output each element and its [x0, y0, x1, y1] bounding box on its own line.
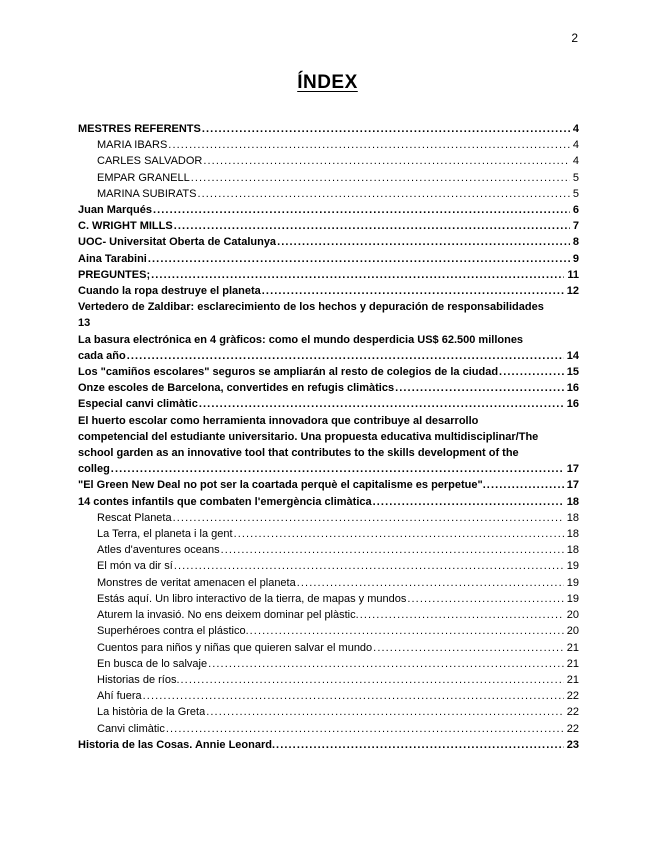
- toc-page-number: 8: [572, 236, 579, 249]
- toc-page-number: 11: [567, 268, 579, 281]
- toc-entry[interactable]: [78, 607, 579, 623]
- dot-leader: [221, 542, 564, 558]
- toc-entry[interactable]: [78, 526, 579, 542]
- toc-entry-last-line: [97, 186, 579, 202]
- toc-page-number: 7: [572, 220, 579, 233]
- toc-entry-last-line: [97, 575, 579, 591]
- toc-entry-text-line: competencial del estudiante universitario. Una propuesta educativa multidisciplinar/The: [78, 430, 539, 443]
- toc-entry-text: Aturem la invasió. No ens deixem dominar pel plàstic.: [97, 609, 359, 622]
- toc-entry-last-line: [97, 672, 579, 688]
- toc-entry[interactable]: [78, 218, 579, 234]
- toc-page-number: 12: [566, 285, 579, 298]
- toc-entry-last-line: [78, 283, 579, 299]
- dot-leader: [191, 170, 570, 186]
- toc-entry[interactable]: [78, 591, 579, 607]
- toc-page-number: 22: [566, 706, 579, 719]
- toc-entry-text: MARIA IBARS: [97, 139, 168, 152]
- toc-entry-last-line: [78, 218, 579, 234]
- toc-entry-text: colleg: [78, 463, 110, 476]
- toc-entry-last-line: [78, 737, 579, 753]
- toc-entry-text: CARLES SALVADOR: [97, 155, 203, 168]
- toc-entry-text: C. WRIGHT MILLS: [78, 220, 173, 233]
- toc-entry-text: EMPAR GRANELL: [97, 171, 190, 184]
- toc-page-number: 14: [566, 349, 579, 362]
- toc-list: [78, 121, 579, 753]
- toc-entry-text: Cuentos para niños y niñas que quieren salvar el mundo: [97, 641, 373, 654]
- dot-leader: [499, 364, 564, 380]
- toc-entry[interactable]: [78, 737, 579, 753]
- toc-entry[interactable]: [78, 704, 579, 720]
- toc-entry[interactable]: [78, 121, 579, 137]
- toc-entry-text: Atles d'aventures oceans: [97, 544, 220, 557]
- toc-entry-text-line: La basura electrónica en 4 gràficos: como el mundo desperdicia US$ 62.500 millones: [78, 333, 524, 346]
- dot-leader: [276, 737, 564, 753]
- toc-entry-last-line: [97, 542, 579, 558]
- toc-page-number: 21: [566, 673, 579, 686]
- toc-entry-last-line: [97, 688, 579, 704]
- toc-entry-last-line: [78, 461, 579, 477]
- toc-entry-text: Juan Marqués: [78, 204, 152, 217]
- dot-leader: [395, 380, 564, 396]
- toc-entry-text: cada año: [78, 349, 126, 362]
- toc-page-number: 4: [572, 155, 579, 168]
- toc-page-number: 6: [572, 204, 579, 217]
- toc-entry-last-line: [78, 202, 579, 218]
- dot-leader: [181, 672, 564, 688]
- toc-entry[interactable]: [78, 510, 579, 526]
- toc-page-number: 19: [566, 592, 579, 605]
- toc-entry-text: Onze escoles de Barcelona, convertides en refugis climàtics: [78, 382, 395, 395]
- toc-entry[interactable]: [78, 672, 579, 688]
- toc-entry[interactable]: [78, 413, 579, 478]
- toc-entry[interactable]: [78, 267, 579, 283]
- toc-page-number: 18: [566, 511, 579, 524]
- toc-entry[interactable]: [78, 558, 579, 574]
- toc-entry-last-line: [78, 234, 579, 250]
- toc-entry[interactable]: [78, 137, 579, 153]
- toc-entry-text: Monstres de veritat amenacen el planeta: [97, 576, 296, 589]
- toc-page-number: 19: [566, 576, 579, 589]
- toc-page-number: 20: [566, 625, 579, 638]
- toc-page-number: 16: [566, 382, 579, 395]
- toc-entry-last-line: [78, 477, 579, 493]
- toc-page-number: 19: [566, 560, 579, 573]
- dot-leader: [174, 218, 570, 234]
- toc-entry-last-line: [97, 591, 579, 607]
- dot-leader: [203, 153, 570, 169]
- toc-entry[interactable]: [78, 721, 579, 737]
- toc-entry-last-line: [97, 721, 579, 737]
- toc-entry-last-line: [78, 364, 579, 380]
- toc-entry[interactable]: [78, 153, 579, 169]
- toc-page-number: 4: [572, 123, 579, 135]
- toc-entry-text: Ahí fuera: [97, 690, 142, 703]
- toc-page-number: 5: [572, 187, 579, 200]
- dot-leader: [174, 558, 564, 574]
- dot-leader: [297, 575, 564, 591]
- dot-leader: [166, 721, 564, 737]
- toc-entry-last-line: [78, 267, 579, 283]
- toc-page-number: 22: [566, 722, 579, 735]
- toc-entry-last-line: [78, 251, 579, 267]
- dot-leader: [168, 137, 570, 153]
- toc-entry-last-line: [97, 137, 579, 153]
- page-title: ÍNDEX: [297, 72, 358, 93]
- toc-entry-text: MESTRES REFERENTS: [78, 123, 201, 135]
- toc-entry[interactable]: [78, 494, 579, 510]
- toc-entry-last-line: [78, 396, 579, 412]
- toc-page-number: 16: [566, 398, 579, 411]
- toc-entry-text: Aina Tarabini: [78, 252, 147, 265]
- toc-entry-last-line: [78, 348, 579, 364]
- dot-leader: [208, 656, 564, 672]
- toc-entry[interactable]: [78, 251, 579, 267]
- toc-entry-last-line: [97, 704, 579, 720]
- dot-leader: [153, 202, 570, 218]
- dot-leader: [262, 283, 564, 299]
- toc-entry-last-line: [97, 607, 579, 623]
- toc-entry[interactable]: [78, 186, 579, 202]
- toc-entry[interactable]: [78, 332, 579, 364]
- toc-page-number: 21: [566, 641, 579, 654]
- toc-entry-text: La Terra, el planeta i la gent: [97, 528, 233, 541]
- toc-entry-text: Cuando la ropa destruye el planeta: [78, 285, 261, 298]
- toc-entry-last-line: [97, 526, 579, 542]
- dot-leader: [487, 477, 564, 493]
- toc-entry-last-line: [97, 153, 579, 169]
- toc-entry[interactable]: [78, 656, 579, 672]
- toc-entry-text: En busca de lo salvaje: [97, 657, 208, 670]
- toc-page-number: 17: [566, 463, 579, 476]
- toc-entry-text: MARINA SUBIRATS: [97, 187, 197, 200]
- toc-entry-text-line: El huerto escolar como herramienta innovadora que contribuye al desarrollo: [78, 414, 479, 427]
- page-number: 2: [571, 31, 578, 45]
- toc-page-number: 22: [566, 690, 579, 703]
- toc-entry-text: Los "camiños escolares" seguros se ampliarán al resto de colegios de la ciudad: [78, 366, 499, 379]
- toc-entry-text: UOC- Universitat Oberta de Catalunya: [78, 236, 277, 249]
- toc-entry-text: 14 contes infantils que combaten l'emergència climàtica: [78, 495, 372, 508]
- dot-leader: [148, 251, 570, 267]
- toc-entry-last-line: [97, 558, 579, 574]
- dot-leader: [373, 640, 564, 656]
- toc-entry-text: La història de la Greta: [97, 706, 206, 719]
- toc-entry-text: Historia de las Cosas. Annie Leonard.: [78, 738, 276, 751]
- toc-entry[interactable]: [78, 477, 579, 493]
- toc-page-number: 15: [566, 366, 579, 379]
- toc-entry[interactable]: [78, 396, 579, 412]
- dot-leader: [277, 234, 570, 250]
- toc-entry[interactable]: [78, 688, 579, 704]
- toc-entry-last-line: [97, 623, 579, 639]
- toc-entry[interactable]: [78, 364, 579, 380]
- dot-leader: [234, 526, 564, 542]
- dot-leader: [373, 494, 564, 510]
- dot-leader: [173, 510, 564, 526]
- toc-entry-text: Rescat Planeta: [97, 511, 172, 524]
- toc-entry[interactable]: [78, 170, 579, 186]
- toc-page-number: 5: [572, 171, 579, 184]
- toc-entry-last-line: [97, 170, 579, 186]
- toc-page-number: 20: [566, 609, 579, 622]
- toc-entry-text-line: school garden as an innovative tool that contributes to the skills development of the: [78, 447, 519, 460]
- dot-leader: [199, 396, 564, 412]
- dot-leader: [202, 121, 570, 137]
- toc-entry-text: Especial canvi climàtic: [78, 398, 198, 411]
- toc-page-number: 13: [78, 317, 91, 330]
- toc-entry[interactable]: [78, 623, 579, 639]
- toc-entry-text-line: Vertedero de Zaldibar: esclarecimiento de los hechos y depuración de responsabilidades: [78, 301, 544, 314]
- toc-page-number: 18: [566, 528, 579, 541]
- dot-leader: [407, 591, 563, 607]
- toc-page-number: 9: [572, 252, 579, 265]
- toc-entry-last-line: [97, 640, 579, 656]
- toc-entry[interactable]: [78, 575, 579, 591]
- toc-entry-last-line: [78, 121, 579, 137]
- toc-entry-text: Superhéroes contra el plástico.: [97, 625, 249, 638]
- toc-entry[interactable]: [78, 202, 579, 218]
- toc-entry[interactable]: [78, 283, 579, 299]
- toc-entry-text: El món va dir sí: [97, 560, 173, 573]
- toc-entry-last-line: [78, 380, 579, 396]
- dot-leader: [197, 186, 569, 202]
- toc-entry-last-line: [78, 494, 579, 510]
- dot-leader: [111, 461, 564, 477]
- dot-leader: [360, 607, 564, 623]
- toc-entry-last-line: [97, 510, 579, 526]
- toc-entry-text: Estás aquí. Un libro interactivo de la tierra, de mapas y mundos: [97, 592, 407, 605]
- toc-entry-text: Historias de ríos.: [97, 673, 180, 686]
- toc-entry-text: Canvi climàtic: [97, 722, 165, 735]
- toc-entry[interactable]: [78, 380, 579, 396]
- toc-entry[interactable]: [78, 640, 579, 656]
- toc-page-number: 18: [566, 495, 579, 508]
- dot-leader: [250, 623, 564, 639]
- dot-leader: [151, 267, 564, 283]
- toc-page-number: 4: [572, 139, 579, 152]
- toc-page-number: 17: [566, 479, 579, 492]
- toc-entry-last-line: [97, 656, 579, 672]
- toc-entry[interactable]: [78, 299, 579, 331]
- dot-leader: [127, 348, 564, 364]
- toc-entry[interactable]: [78, 542, 579, 558]
- toc-entry[interactable]: [78, 234, 579, 250]
- toc-page-number: 18: [566, 544, 579, 557]
- toc-page-number: 21: [566, 657, 579, 670]
- dot-leader: [206, 704, 564, 720]
- toc-entry-text: "El Green New Deal no pot ser la coartada perquè el capitalisme es perpetue".: [78, 479, 486, 492]
- toc-page-number: 23: [566, 738, 579, 751]
- toc-entry-text: PREGUNTES;: [78, 268, 151, 281]
- dot-leader: [143, 688, 564, 704]
